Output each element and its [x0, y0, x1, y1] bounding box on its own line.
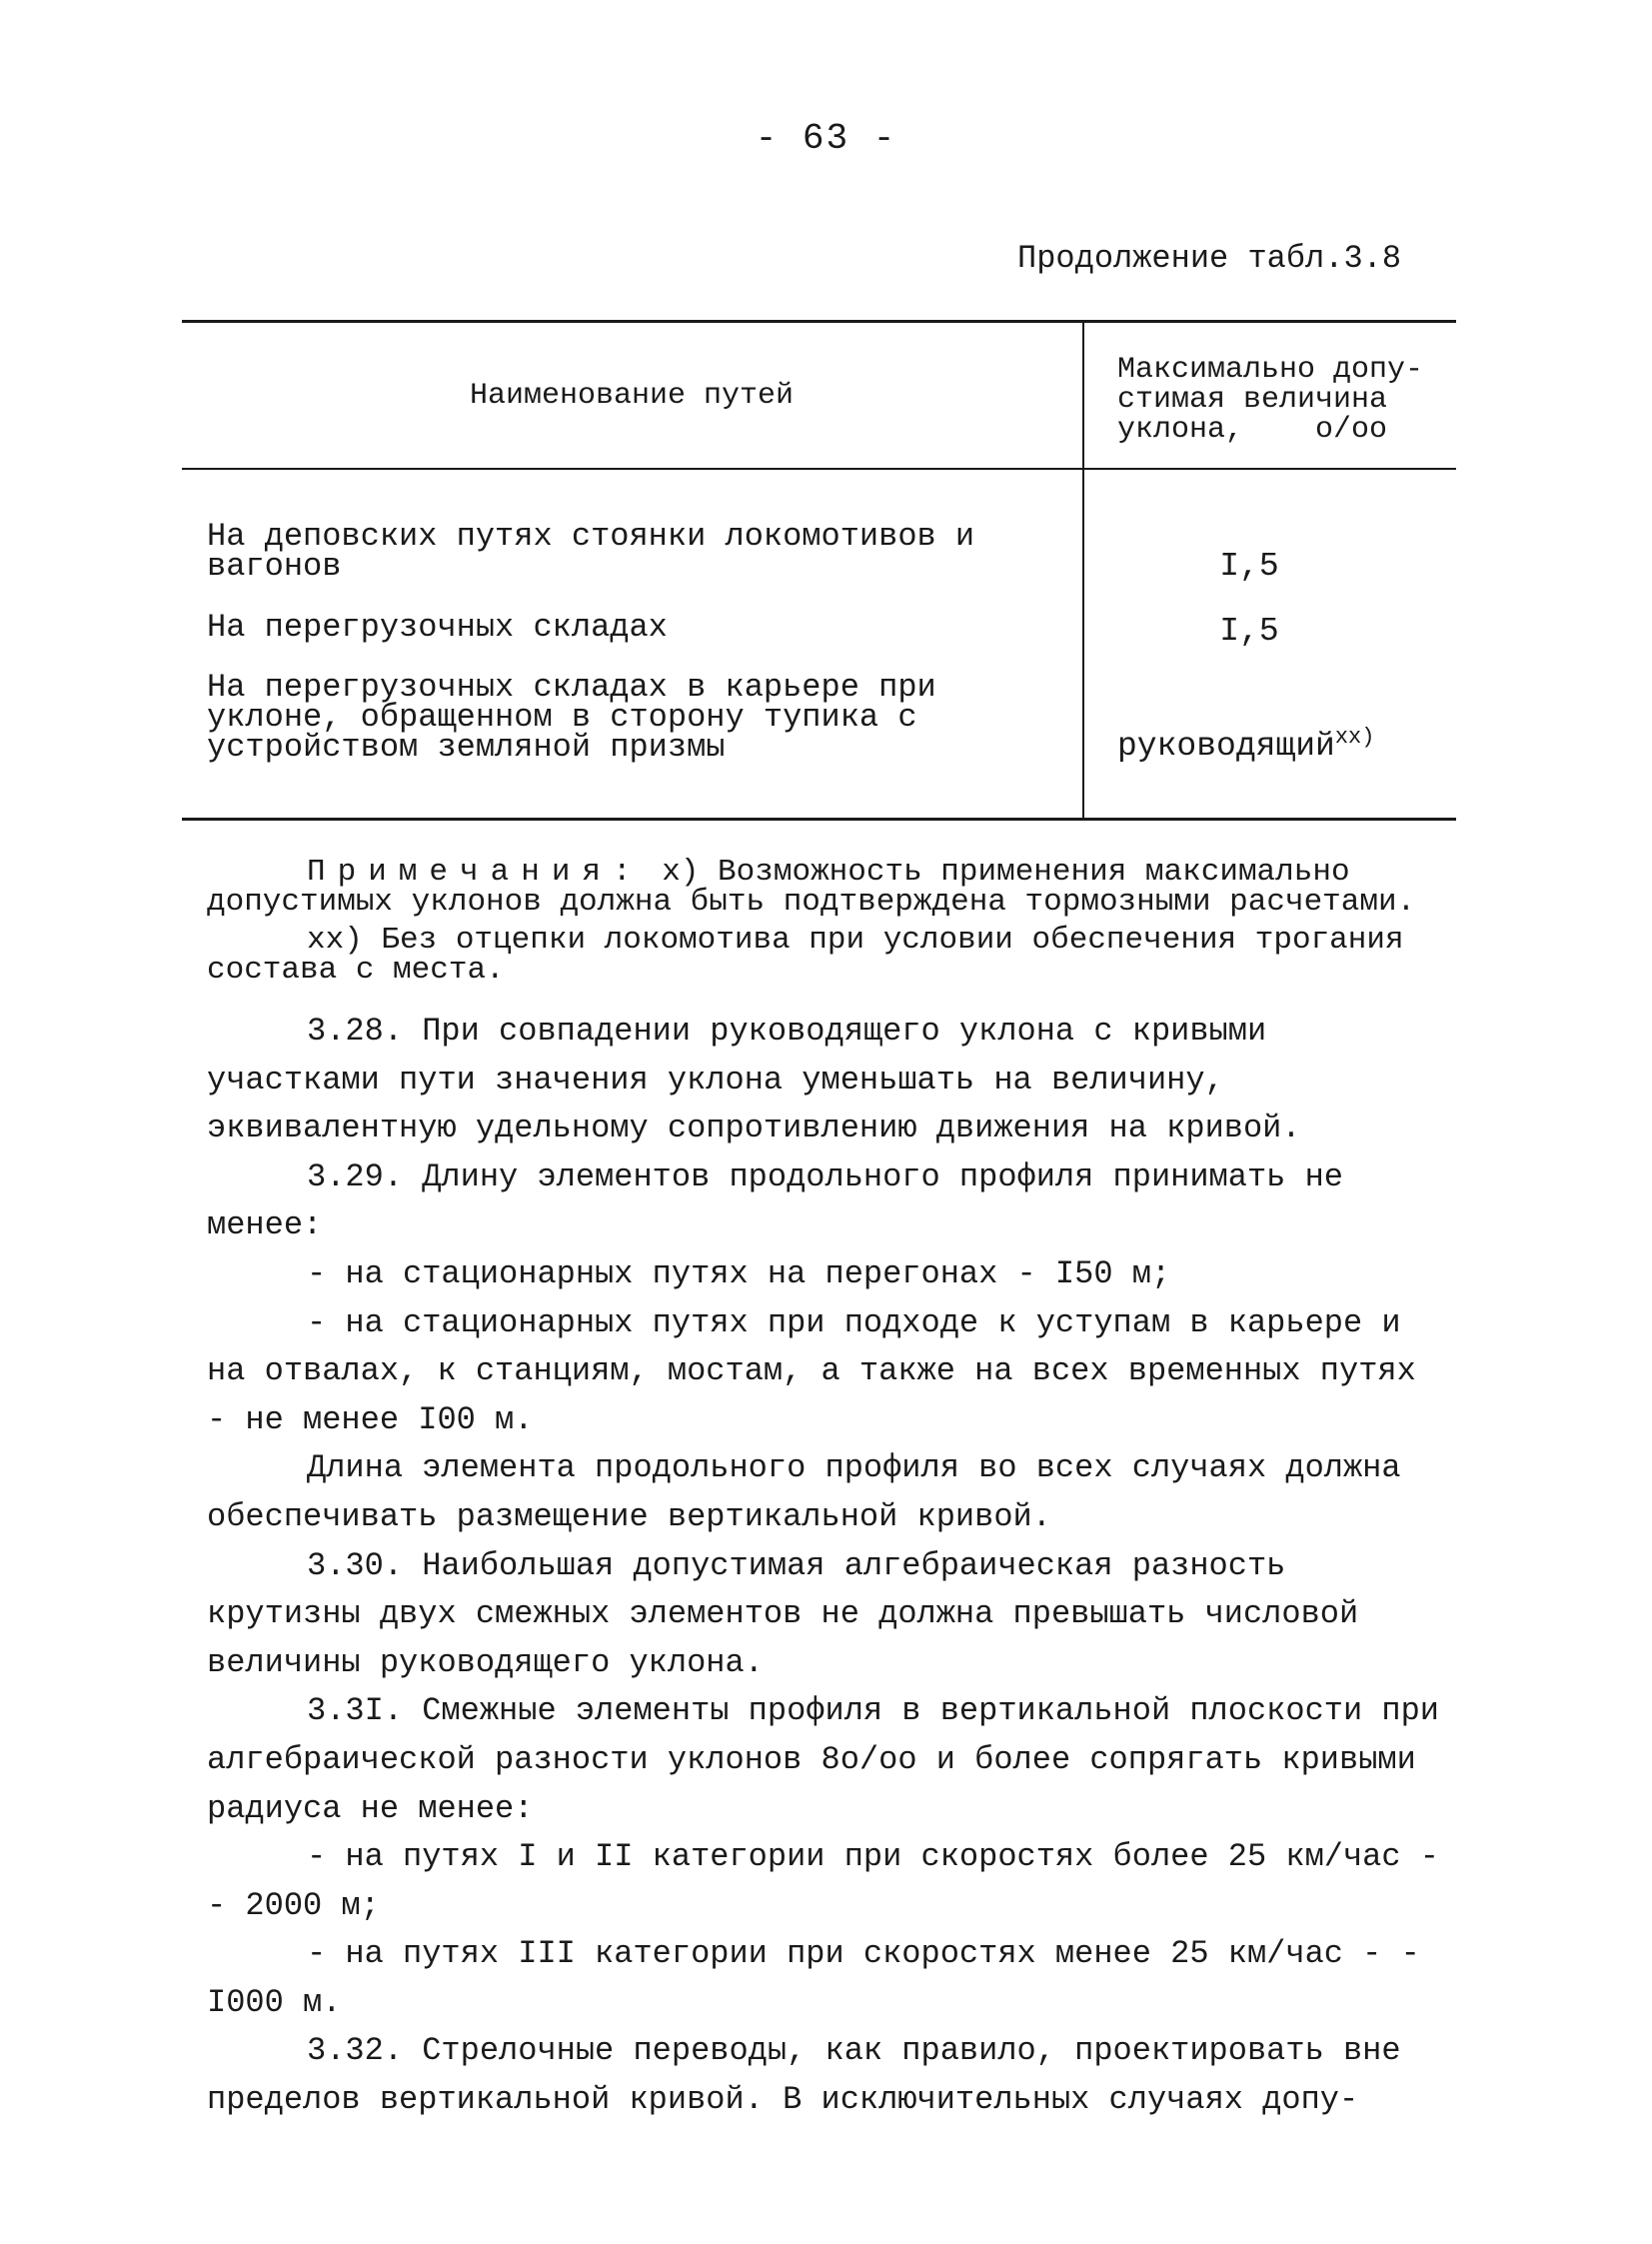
table-header-max-slope-line3: уклона, о/оо — [1117, 413, 1388, 447]
note-2: хх) Без отцепки локомотива при условии обеспечения трогания состава с места. — [207, 923, 1404, 988]
table-header-max-slope-line2: стимая величина — [1117, 383, 1388, 417]
note-1-text: х) Возможность применения максимально допустимых уклонов должна быть подтверждена тормозными расчетами. — [207, 855, 1416, 920]
paragraph: 3.32. Стрелочные переводы, как правило, проектировать вне пределов вертикальной кривой. В исключительных случаях допу- — [207, 2032, 1401, 2119]
table-caption: Продолжение табл.3.8 — [1017, 240, 1402, 277]
table-header-max-slope-line1: Максимально допу- — [1117, 353, 1424, 387]
list-item: - на стационарных путях на перегонах - I50 м; — [307, 1254, 1171, 1292]
notes-label: Примечания: — [307, 855, 644, 890]
page-number: - 63 - — [755, 118, 897, 159]
list-item: - на путях I и II категории при скоростях более 25 км/час - - 2000 м; — [207, 1838, 1439, 1924]
table-row-value-text: руководящий — [1117, 728, 1335, 765]
paragraph: 3.29. Длину элементов продольного профиля принимать не менее: — [207, 1157, 1343, 1244]
paragraph: 3.3I. Смежные элементы профиля в вертикальной плоскости при алгебраической разности уклонов 8о/оо и более сопрягать кривыми радиуса не менее: — [207, 1692, 1439, 1827]
note-1 — [207, 855, 1446, 920]
table-row-value: I,5 — [1219, 613, 1279, 650]
table-row-value — [1117, 725, 1447, 765]
paragraph: 3.28. При совпадении руководящего уклона с кривыми участками пути значения уклона уменьшать на величину, эквивалентную удельному сопротивлению движения на кривой. — [207, 1013, 1301, 1147]
table-row-name: На перегрузочных складах — [207, 609, 668, 646]
table-row-value: I,5 — [1219, 548, 1279, 585]
table-header-rule — [182, 468, 1456, 470]
table-row-name: На перегрузочных складах в карьере при уклоне, обращенном в сторону тупика с устройством земляной призмы — [207, 669, 936, 766]
table-header-name: Наименование путей — [469, 379, 795, 413]
table-row-name: На деповских путях стоянки локомотивов и вагонов — [207, 518, 975, 585]
list-item: - на стационарных путях при подходе к уступам в карьере и на отвалах, к станциям, мостам, а также на всех временных путях - не менее I00 м. — [207, 1303, 1416, 1438]
paragraph: Длина элемента продольного профиля во всех случаях должна обеспечивать размещение вертикальной кривой. — [207, 1449, 1401, 1535]
paragraph: 3.30. Наибольшая допустимая алгебраическая разность крутизны двух смежных элементов не должна превышать числовой величины руководящего уклона. — [207, 1546, 1359, 1681]
body-text — [207, 1008, 1446, 2125]
footnote-mark: xx) — [1334, 725, 1375, 750]
list-item: - на путях III категории при скоростях менее 25 км/час - - I000 м. — [207, 1935, 1420, 2021]
notes — [207, 855, 1446, 988]
table-bottom-rule — [182, 818, 1456, 821]
table-top-rule — [182, 320, 1456, 323]
